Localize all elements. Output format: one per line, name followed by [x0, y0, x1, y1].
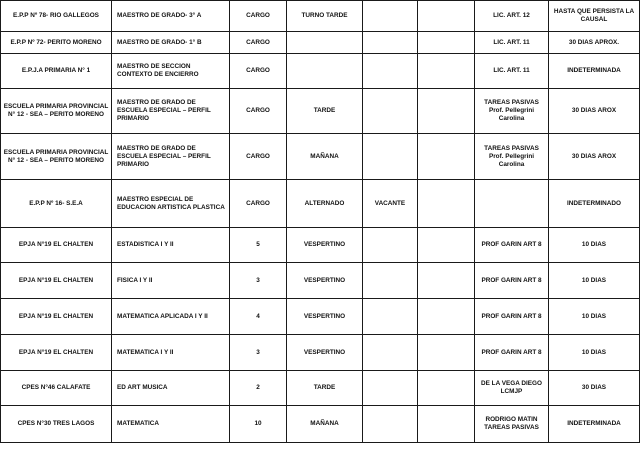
cell-reason: TAREAS PASIVAS Prof. Pellegrini Carolina [475, 134, 549, 180]
cell-type: 5 [230, 228, 287, 263]
cell-school: E.P.J.A PRIMARIA N° 1 [1, 54, 112, 89]
cell-school: E.P.P Nº 72- PERITO MORENO [1, 32, 112, 54]
cell-duration: 30 DIAS AROX [549, 89, 640, 134]
table-row [1, 1, 640, 32]
cell-shift: MAÑANA [287, 134, 363, 180]
cell-type: CARGO [230, 134, 287, 180]
cell-status [363, 335, 418, 371]
cell-subject: FISICA I Y II [112, 263, 230, 299]
cell-reason: LIC. ART. 12 [475, 1, 549, 32]
cell-shift [287, 32, 363, 54]
cell-subject: MATEMATICA I Y II [112, 335, 230, 371]
cell-shift: VESPERTINO [287, 263, 363, 299]
cell-shift: VESPERTINO [287, 299, 363, 335]
cell-shift: VESPERTINO [287, 335, 363, 371]
cell-school: E.P.P Nº 78- RIO GALLEGOS [1, 1, 112, 32]
cell-subject: MATEMATICA [112, 406, 230, 443]
cell-duration: 10 DIAS [549, 263, 640, 299]
table-row [1, 134, 640, 180]
table-row [1, 335, 640, 371]
cell-reason: PROF GARIN ART 8 [475, 228, 549, 263]
cell-status [363, 134, 418, 180]
cell-status [363, 371, 418, 406]
table-row [1, 32, 640, 54]
cell-status [363, 89, 418, 134]
cell-subject: MATEMATICA APLICADA I Y II [112, 299, 230, 335]
cell-status [363, 406, 418, 443]
cell-subject: ESTADISTICA I Y II [112, 228, 230, 263]
cell-blank [418, 263, 475, 299]
cell-reason: RODRIGO MATIN TAREAS PASIVAS [475, 406, 549, 443]
cell-status [363, 54, 418, 89]
table-row [1, 54, 640, 89]
cell-reason: DE LA VEGA DIEGO LCMJP [475, 371, 549, 406]
table-row [1, 263, 640, 299]
cell-duration: 30 DIAS [549, 371, 640, 406]
cell-duration: 10 DIAS [549, 228, 640, 263]
cell-duration: INDETERMINADA [549, 406, 640, 443]
cell-blank [418, 54, 475, 89]
cell-school: CPES N°46 CALAFATE [1, 371, 112, 406]
cell-school: EPJA N°19 EL CHALTEN [1, 263, 112, 299]
cell-subject: MAESTRO DE SECCION CONTEXTO DE ENCIERRO [112, 54, 230, 89]
cell-blank [418, 89, 475, 134]
cell-subject: MAESTRO DE GRADO DE ESCUELA ESPECIAL – PERFIL PRIMARIO [112, 134, 230, 180]
cell-duration: INDETERMINADO [549, 180, 640, 228]
cell-blank [418, 180, 475, 228]
cell-duration: 10 DIAS [549, 299, 640, 335]
cell-type: CARGO [230, 54, 287, 89]
cell-school: ESCUELA PRIMARIA PROVINCIAL N° 12 - SEA – PERITO MORENO [1, 89, 112, 134]
cell-type: CARGO [230, 32, 287, 54]
cell-shift: TARDE [287, 371, 363, 406]
cell-type: 3 [230, 335, 287, 371]
cell-status [363, 1, 418, 32]
cell-status: VACANTE [363, 180, 418, 228]
cell-subject: MAESTRO DE GRADO- 1° B [112, 32, 230, 54]
cell-shift: TURNO TARDE [287, 1, 363, 32]
cell-shift: VESPERTINO [287, 228, 363, 263]
cell-school: EPJA N°19 EL CHALTEN [1, 299, 112, 335]
cell-type: CARGO [230, 1, 287, 32]
cell-blank [418, 134, 475, 180]
table-row [1, 180, 640, 228]
cell-type: 2 [230, 371, 287, 406]
cell-school: ESCUELA PRIMARIA PROVINCIAL N° 12 - SEA – PERITO MORENO [1, 134, 112, 180]
cell-status [363, 32, 418, 54]
cell-duration: 30 DIAS AROX [549, 134, 640, 180]
cell-type: 4 [230, 299, 287, 335]
cell-subject: MAESTRO ESPECIAL DE EDUCACION ARTISTICA PLASTICA [112, 180, 230, 228]
cell-shift: MAÑANA [287, 406, 363, 443]
cell-school: CPES N°30 TRES LAGOS [1, 406, 112, 443]
cell-blank [418, 228, 475, 263]
cell-blank [418, 335, 475, 371]
cell-blank [418, 299, 475, 335]
cell-shift: TARDE [287, 89, 363, 134]
cell-reason: LIC. ART. 11 [475, 54, 549, 89]
cell-subject: MAESTRO DE GRADO DE ESCUELA ESPECIAL – PERFIL PRIMARIO [112, 89, 230, 134]
cell-school: EPJA N°19 EL CHALTEN [1, 228, 112, 263]
cell-subject: ED ART MUSICA [112, 371, 230, 406]
cell-duration: 10 DIAS [549, 335, 640, 371]
table-row [1, 371, 640, 406]
cell-blank [418, 1, 475, 32]
cell-type: CARGO [230, 89, 287, 134]
cell-subject: MAESTRO DE GRADO- 3° A [112, 1, 230, 32]
cell-school: E.P.P Nº 16- S.E.A [1, 180, 112, 228]
cell-reason [475, 180, 549, 228]
cell-status [363, 263, 418, 299]
cell-type: CARGO [230, 180, 287, 228]
cell-shift [287, 54, 363, 89]
table-row [1, 89, 640, 134]
cell-reason: PROF GARIN ART 8 [475, 263, 549, 299]
cell-reason: TAREAS PASIVAS Prof. Pellegrini Carolina [475, 89, 549, 134]
table-row [1, 406, 640, 443]
cell-blank [418, 32, 475, 54]
cell-duration: INDETERMINADA [549, 54, 640, 89]
cell-status [363, 228, 418, 263]
cell-type: 3 [230, 263, 287, 299]
cell-blank [418, 406, 475, 443]
cell-duration: 30 DIAS APROX. [549, 32, 640, 54]
cell-school: EPJA N°19 EL CHALTEN [1, 335, 112, 371]
cell-shift: ALTERNADO [287, 180, 363, 228]
table-row [1, 228, 640, 263]
table-row [1, 299, 640, 335]
cell-reason: LIC. ART. 11 [475, 32, 549, 54]
cell-type: 10 [230, 406, 287, 443]
cell-reason: PROF GARIN ART 8 [475, 335, 549, 371]
cell-reason: PROF GARIN ART 8 [475, 299, 549, 335]
cell-blank [418, 371, 475, 406]
cell-duration: HASTA QUE PERSISTA LA CAUSAL [549, 1, 640, 32]
cell-status [363, 299, 418, 335]
